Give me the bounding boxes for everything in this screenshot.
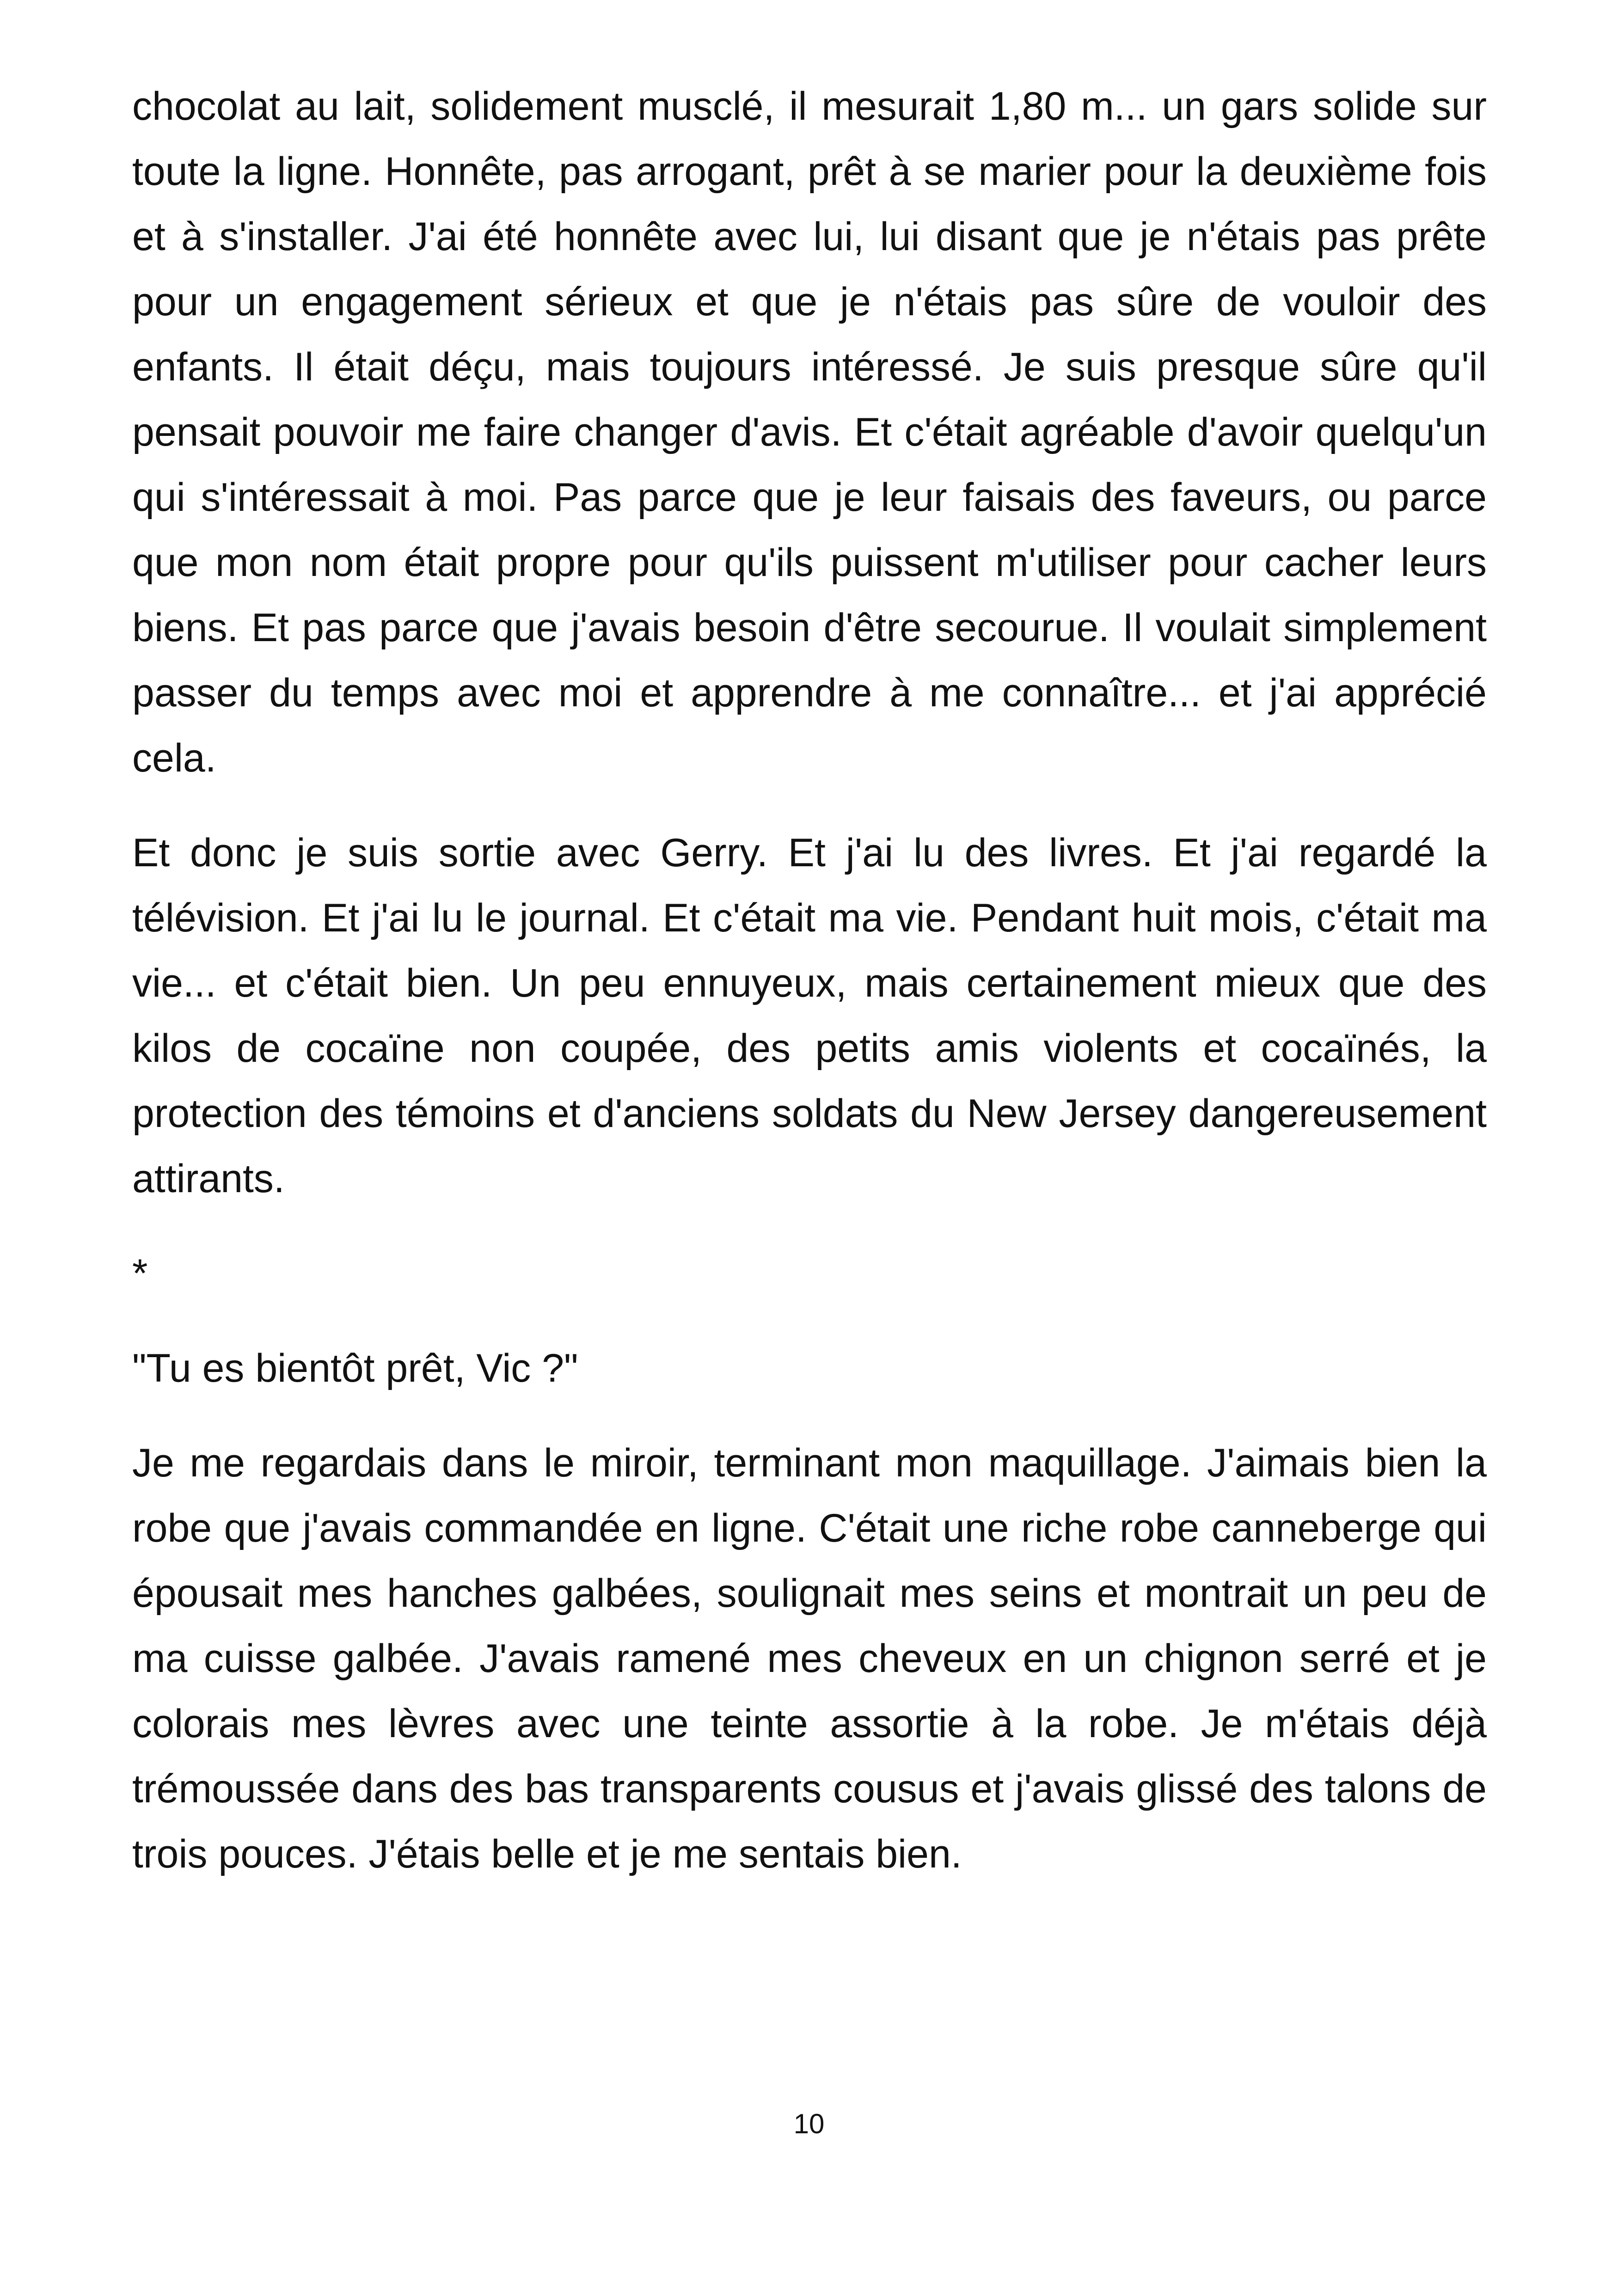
dialogue-line: "Tu es bientôt prêt, Vic ?" [132, 1346, 578, 1390]
section-separator: * [132, 1251, 148, 1296]
page-number: 10 [793, 2108, 825, 2139]
paragraph-1: chocolat au lait, solidement musclé, il mesurait 1,80 m... un gars solide sur toute la ligne. Honnête, pas arrogant, prêt à se marier pour la deuxième fois et à s'installer. J'ai été honnête avec lui, lui disant que je n'étais pas prête pour un engagement sérieux et que je n'étais pas sûre de vouloir des enfants. Il était déçu, mais toujours intéressé. Je suis presque sûre qu'il pensait pouvoir me faire changer d'avis. Et c'était agréable d'avoir quelqu'un qui s'intéressait à moi. Pas parce que je leur faisais des faveurs, ou parce que mon nom était propre pour qu'ils puissent m'utiliser pour cacher leurs biens. Et pas parce que j'avais besoin d'être secourue. Il voulait simplement passer du temps avec moi et apprendre à me connaître... et j'ai apprécié cela. [132, 84, 1487, 780]
body-text [132, 74, 1487, 1916]
paragraph-2: Et donc je suis sortie avec Gerry. Et j'ai lu des livres. Et j'ai regardé la télévision. Et j'ai lu le journal. Et c'était ma vie. Pendant huit mois, c'était ma vie... et c'était bien. Un peu ennuyeux, mais certainement mieux que des kilos de cocaïne non coupée, des petits amis violents et cocaïnés, la protection des témoins et d'anciens soldats du New Jersey dangereusement attirants. [132, 831, 1487, 1201]
paragraph-3: Je me regardais dans le miroir, terminant mon maquillage. J'aimais bien la robe que j'avais commandée en ligne. C'était une riche robe canneberge qui épousait mes hanches galbées, soulignait mes seins et montrait un peu de ma cuisse galbée. J'avais ramené mes cheveux en un chignon serré et je colorais mes lèvres avec une teinte assortie à la robe. Je m'étais déjà trémoussée dans des bas transparents cousus et j'avais glissé des talons de trois pouces. J'étais belle et je me sentais bien. [132, 1441, 1487, 1876]
